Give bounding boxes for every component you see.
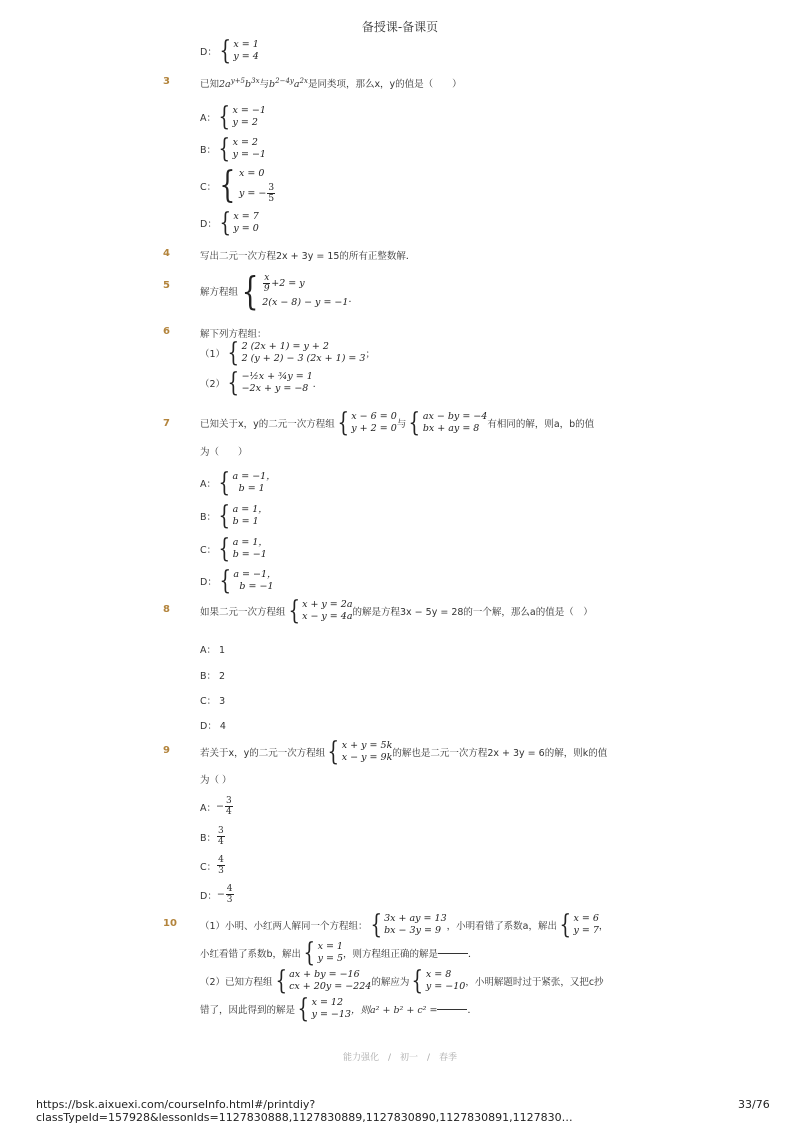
question-number: 5: [163, 280, 170, 291]
q3-option-d[interactable]: D： { x = 7 y = 0: [200, 208, 259, 238]
q9-option-b[interactable]: B： $\frac{3}{4}$: [200, 826, 224, 847]
q10-part1: （1）小明、小红两人解同一个方程组： { 3x + ay = 13 bx − 3y = 9 ，小明看错了系数a，解出 { x = 6 y = 7 ，: [200, 910, 609, 940]
q5-stem: 解方程组 { $\frac{x}{9}$ +2 = y 2(x − 8) − y = −1 ．: [200, 269, 358, 313]
q8-option-c[interactable]: C： 3: [200, 696, 226, 707]
q3-option-c[interactable]: C： { x = 0 y = − $\frac{3}{5}$: [200, 165, 275, 206]
q9-option-d[interactable]: D： − $\frac{4}{3}$: [200, 884, 233, 905]
q8-option-a[interactable]: A： 1: [200, 645, 226, 656]
question-number: 9: [163, 745, 170, 756]
q4-stem: 写出二元一次方程2x + 3y = 15的所有正整数解．: [200, 251, 416, 262]
page-number: 33/76: [738, 1098, 770, 1111]
q7-stem-line2: 为（ ）: [200, 447, 248, 458]
answer-blank[interactable]: [438, 953, 468, 954]
q8-option-d[interactable]: D： 4: [200, 721, 226, 732]
question-number: 10: [163, 918, 177, 929]
q10-part2: （2）已知方程组 { ax + by = −16 cx + 20y = −224 的解应为 { x = 8 y = −10 ，小明解题时过于紧张，又把c抄: [200, 966, 604, 996]
print-url: https://bsk.aixuexi.com/courseInfo.html#/printdiy?classTypeId=157928&lessonIds=1127830888,1127830889,1127830890,1127830891,1127830…: [36, 1098, 573, 1124]
answer-blank[interactable]: [437, 1009, 467, 1010]
question-number: 3: [163, 76, 170, 87]
q9-option-c[interactable]: C： $\frac{4}{3}$: [200, 855, 224, 876]
q2-option-d: D： { x = 1 y = 4: [200, 36, 259, 66]
q10-part1-line2: 小红看错了系数b，解出 { x = 1 y = 5 ，则方程组正确的解是 ．: [200, 938, 478, 968]
q9-stem: 若关于x，y的二元一次方程组 { x + y = 5k x − y = 9k 的解也是二元一次方程2x + 3y = 6的解，则k的值: [200, 737, 608, 767]
q8-option-b[interactable]: B： 2: [200, 671, 226, 682]
q8-stem: 如果二元一次方程组 { x + y = 2a x − y = 4a 的解是方程3x − 5y = 28的一个解，那么a的值是（ ）: [200, 596, 593, 626]
q7-option-b[interactable]: B： { a = 1， b = 1: [200, 501, 268, 531]
question-number: 6: [163, 326, 170, 337]
q9-option-a[interactable]: A： − $\frac{3}{4}$: [200, 796, 232, 817]
page-footer: 能力强化 / 初一 / 春季: [342, 1053, 458, 1063]
q7-option-d[interactable]: D： { a = −1， b = −1: [200, 566, 277, 596]
eq-line: x = 1: [233, 39, 259, 50]
q9-stem-line2: 为（ ）: [200, 775, 232, 786]
q6-sub2: （2） { −½x + ¾y = 1 −2x + y = −8 ．: [200, 368, 323, 398]
q3-option-a[interactable]: A： { x = −1 y = 2: [200, 102, 266, 132]
q10-part2-line2: 错了，因此得到的解是 { x = 12 y = −13 ，则a² + b² + c² = ．: [200, 994, 477, 1024]
q3-stem: 已知$2a^{y+5}b^{3x}$与$b^{2-4y}a^{2x}$是同类项，那么x，y的值是（ ）: [200, 76, 462, 90]
q6-stem: 解下列方程组：: [200, 329, 267, 340]
q7-option-c[interactable]: C： { a = 1， b = −1: [200, 534, 268, 564]
question-number: 7: [163, 418, 170, 429]
option-label: D：: [200, 47, 217, 58]
q3-option-b[interactable]: B： { x = 2 y = −1: [200, 134, 266, 164]
q6-sub1: （1） { 2 (2x + 1) = y + 2 2 (y + 2) − 3 (2x + 1) = 3 ；: [200, 338, 375, 368]
page-header-title: 备授课-备课页: [361, 20, 439, 34]
q7-option-a[interactable]: A： { a = −1， b = 1: [200, 468, 276, 498]
q7-stem: 已知关于x，y的二元一次方程组 { x − 6 = 0 y + 2 = 0 与 { ax − by = −4 bx + ay = 8 有相同的解，则a，b的值: [200, 408, 595, 438]
question-number: 8: [163, 604, 170, 615]
question-number: 4: [163, 248, 170, 259]
eq-line: y = 4: [233, 51, 259, 62]
